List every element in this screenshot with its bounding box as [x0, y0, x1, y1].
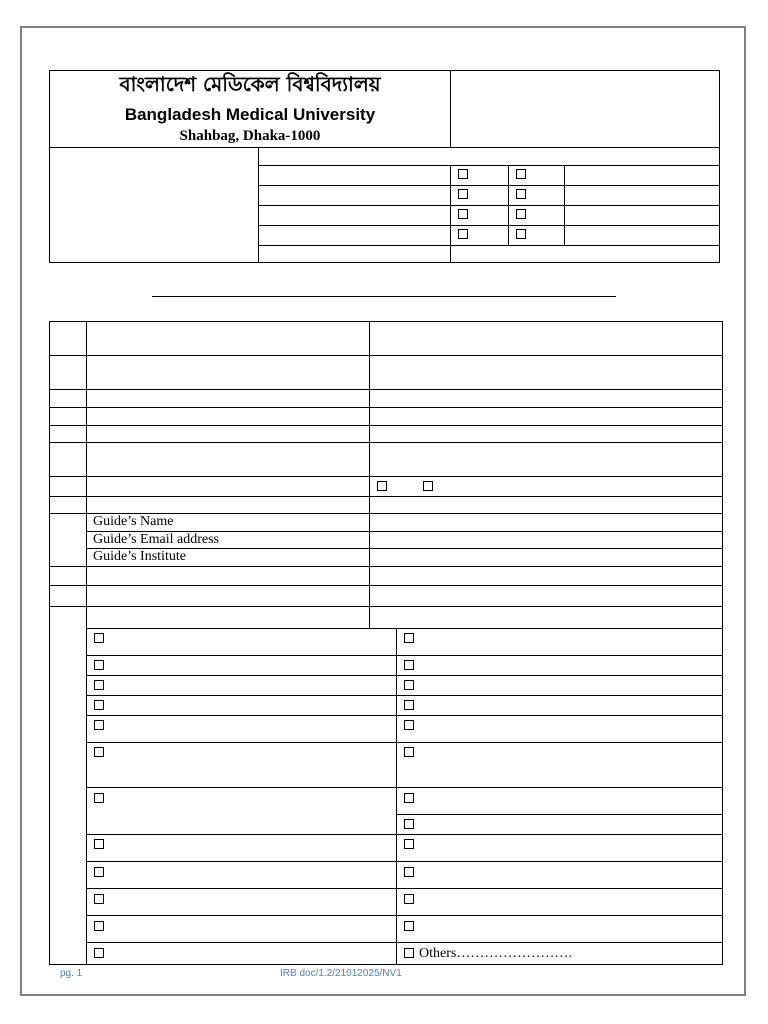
document-id: IRB doc/1.2/21012025/NV1 [280, 968, 402, 979]
guide-institute-label: Guide’s Institute [93, 549, 186, 564]
checklist-line [86, 742, 723, 743]
checklist-checkbox[interactable] [404, 819, 414, 829]
others-checkbox[interactable] [404, 948, 414, 958]
checklist-checkbox[interactable] [94, 747, 104, 757]
checklist-checkbox[interactable] [94, 633, 104, 643]
main-grid-line [86, 321, 87, 965]
checklist-checkbox[interactable] [94, 867, 104, 877]
checklist-checkbox[interactable] [404, 894, 414, 904]
main-grid-line [49, 496, 723, 497]
checklist-checkbox[interactable] [404, 633, 414, 643]
checklist-checkbox[interactable] [94, 894, 104, 904]
checklist-checkbox[interactable] [94, 839, 104, 849]
checkbox[interactable] [516, 229, 526, 239]
header-grid-line [258, 185, 720, 186]
checklist-checkbox[interactable] [404, 839, 414, 849]
checklist-checkbox[interactable] [94, 948, 104, 958]
main-grid-line [369, 321, 370, 628]
header-grid-line [508, 165, 509, 245]
checklist-line [86, 787, 723, 788]
checklist-checkbox[interactable] [404, 720, 414, 730]
header-grid-line [450, 165, 451, 263]
others-label: Others……………………. [419, 946, 572, 961]
checklist-line [86, 834, 723, 835]
header-grid-line [258, 245, 720, 246]
main-grid-line [49, 407, 723, 408]
header-table [49, 70, 720, 263]
checkbox[interactable] [516, 209, 526, 219]
header-grid-line [258, 165, 720, 166]
checklist-line [86, 655, 723, 656]
guide-name-label: Guide’s Name [93, 514, 174, 529]
checklist-checkbox[interactable] [404, 867, 414, 877]
main-table [49, 321, 723, 965]
university-bangla-name: বাংলাদেশ মেডিকেল বিশ্ববিদ্যালয় [119, 72, 381, 96]
university-english-name: Bangladesh Medical University [124, 105, 376, 124]
checklist-checkbox[interactable] [94, 700, 104, 710]
checklist-line [86, 861, 723, 862]
main-grid-line [49, 566, 723, 567]
checkbox[interactable] [458, 229, 468, 239]
checklist-checkbox[interactable] [94, 921, 104, 931]
checkbox[interactable] [516, 189, 526, 199]
header-divider [49, 147, 720, 148]
checklist-checkbox[interactable] [94, 680, 104, 690]
checklist-line [86, 915, 723, 916]
checklist-line [86, 715, 723, 716]
checkbox[interactable] [423, 481, 433, 491]
checklist-checkbox[interactable] [94, 720, 104, 730]
main-grid-line [49, 442, 723, 443]
header-logo-divider [450, 70, 451, 147]
checklist-checkbox[interactable] [404, 660, 414, 670]
checkbox[interactable] [458, 169, 468, 179]
guide-email-label: Guide’s Email address [93, 532, 219, 547]
main-grid-line [49, 476, 723, 477]
checkbox[interactable] [516, 169, 526, 179]
main-grid-line [49, 425, 723, 426]
checklist-line [396, 814, 723, 815]
checklist-checkbox[interactable] [404, 700, 414, 710]
checklist-checkbox[interactable] [94, 660, 104, 670]
main-grid-line [49, 585, 723, 586]
main-grid-line [49, 355, 723, 356]
checklist-line [86, 942, 723, 943]
header-grid-line [564, 165, 565, 245]
checklist-checkbox[interactable] [404, 921, 414, 931]
form-title-underline [152, 296, 616, 297]
checklist-checkbox[interactable] [404, 793, 414, 803]
checkbox[interactable] [377, 481, 387, 491]
main-grid-line [49, 389, 723, 390]
checklist-checkbox[interactable] [404, 680, 414, 690]
checklist-checkbox[interactable] [94, 793, 104, 803]
checkbox[interactable] [458, 189, 468, 199]
header-grid-line [258, 225, 720, 226]
page-number: pg. 1 [60, 968, 83, 979]
checklist-line [86, 888, 723, 889]
checklist-line [86, 695, 723, 696]
checklist-line [86, 675, 723, 676]
checklist-checkbox[interactable] [404, 747, 414, 757]
main-grid-line [49, 606, 723, 607]
checkbox[interactable] [458, 209, 468, 219]
main-grid-line [86, 628, 723, 629]
university-address: Shahbag, Dhaka-1000 [179, 128, 321, 144]
header-grid-line [258, 205, 720, 206]
